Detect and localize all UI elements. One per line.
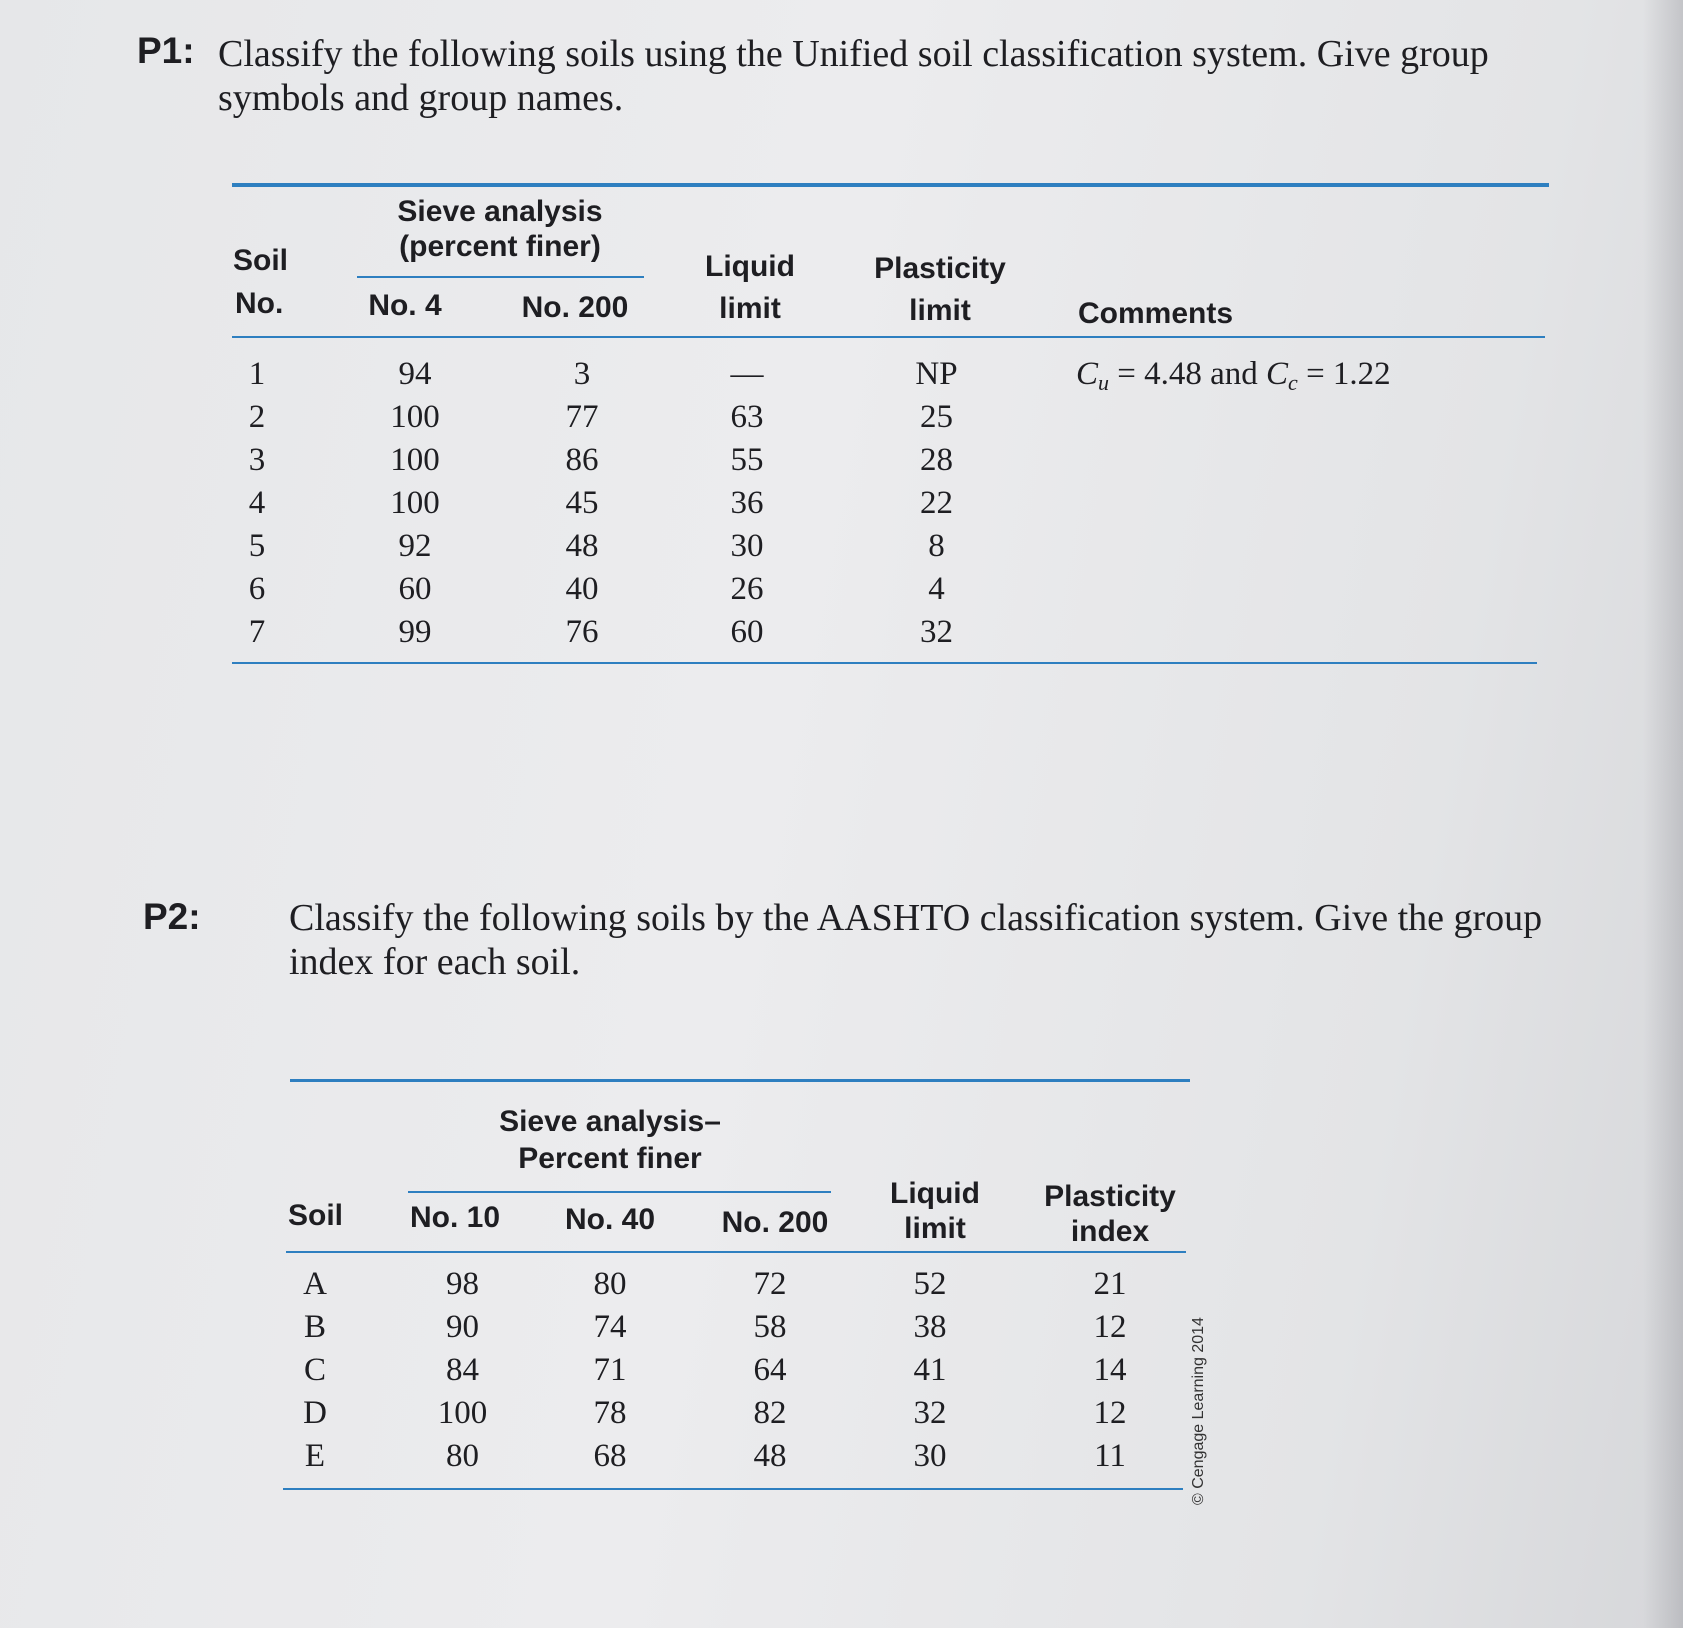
p1-header-comments: Comments [1078, 297, 1234, 330]
table-row [0, 569, 1683, 612]
p2-label: P2: [143, 896, 201, 937]
cell-no200: 48 [565, 528, 599, 564]
cell-liquid-limit: 38 [913, 1309, 947, 1345]
p2-header-liquid-limit: limit [904, 1212, 966, 1245]
cell-no200: 72 [753, 1266, 787, 1302]
cu-symbol: C [1076, 356, 1099, 392]
p1-header-rule [232, 336, 1545, 338]
cell-no40: 78 [593, 1395, 627, 1431]
cell-plasticity-index: 12 [1093, 1309, 1127, 1345]
cu-subscript: u [1098, 370, 1110, 395]
cell-no4: 100 [390, 442, 440, 478]
cell-no4: 100 [390, 399, 440, 435]
p2-header-liquid: Liquid [890, 1177, 980, 1210]
cell-no200: 3 [573, 356, 591, 392]
p1-sieve-subrule [357, 276, 644, 278]
cell-soil: D [303, 1395, 327, 1431]
p1-header-plasticity-limit: limit [909, 294, 971, 327]
cell-no10: 84 [446, 1352, 479, 1388]
cell-no10: 100 [437, 1395, 488, 1431]
cell-plasticity-index: 11 [1094, 1438, 1126, 1474]
p2-prompt: Classify the following soils by the AASHTO classification system. Give the group index for each soil. [289, 897, 1543, 983]
table-row [0, 354, 1683, 397]
p1-header-no200: No. 200 [521, 291, 629, 324]
cell-soil: 7 [248, 614, 266, 650]
cell-liquid-limit: 30 [913, 1438, 947, 1474]
table-row [0, 1436, 1683, 1479]
cell-plasticity-index: 12 [1093, 1395, 1127, 1431]
cell-soil: A [303, 1266, 327, 1302]
cell-liquid-limit: 36 [730, 485, 764, 521]
cell-plasticity-index: 14 [1093, 1352, 1127, 1388]
p1-label: P1: [137, 30, 195, 71]
cell-soil: 2 [248, 399, 266, 435]
cell-comments [1076, 354, 1391, 403]
cell-plasticity-limit: 28 [920, 442, 953, 478]
cell-liquid-limit: — [730, 356, 764, 392]
cell-soil: E [304, 1438, 326, 1474]
p2-header-no10: No. 10 [409, 1201, 501, 1234]
cell-liquid-limit: 60 [730, 614, 764, 650]
cell-no200: 48 [753, 1438, 787, 1474]
cell-no4: 94 [398, 356, 432, 392]
cell-liquid-limit: 52 [913, 1266, 947, 1302]
p1-header-sieve-analysis: Sieve analysis [397, 195, 603, 228]
p1-header-liquid-limit: limit [719, 292, 781, 325]
p2-header-plasticity: Plasticity [1044, 1180, 1176, 1213]
table-row [0, 1264, 1683, 1307]
cell-soil: 4 [248, 485, 266, 521]
table-row [0, 397, 1683, 440]
p1-bottom-rule [232, 662, 1537, 664]
cell-plasticity-limit: 32 [920, 614, 953, 650]
cell-soil: 6 [248, 571, 266, 607]
copyright-credit: © Cengage Learning 2014 [1190, 1317, 1207, 1505]
p2-header-no40: No. 40 [564, 1203, 656, 1236]
cell-plasticity-limit: 8 [928, 528, 945, 564]
cell-liquid-limit: 41 [913, 1352, 947, 1388]
cell-liquid-limit: 63 [730, 399, 764, 435]
p2-header-percent-finer: Percent finer [518, 1142, 702, 1175]
cell-no200: 45 [565, 485, 599, 521]
cell-plasticity-limit: 4 [928, 571, 945, 607]
table-row [0, 1307, 1683, 1350]
cell-soil: 3 [248, 442, 266, 478]
p1-header-liquid: Liquid [705, 250, 795, 283]
p2-header-plasticity-index: index [1070, 1215, 1150, 1248]
p2-header-no200: No. 200 [721, 1206, 829, 1239]
p1-header-no4: No. 4 [368, 289, 442, 322]
p2-top-rule [290, 1079, 1190, 1082]
cell-no200: 77 [565, 399, 599, 435]
cu-value: = 4.48 and [1109, 356, 1267, 392]
cell-no40: 80 [593, 1266, 627, 1302]
table-row [0, 1393, 1683, 1436]
cell-no200: 64 [753, 1352, 787, 1388]
cell-soil: B [303, 1309, 326, 1345]
cell-plasticity-limit: NP [915, 356, 958, 392]
cell-liquid-limit: 55 [730, 442, 764, 478]
cell-no40: 71 [593, 1352, 627, 1388]
p1-header-soil: Soil [233, 244, 289, 277]
table-row [0, 1350, 1683, 1393]
p1-header-soil-no: No. [235, 287, 284, 320]
cell-plasticity-limit: 25 [920, 399, 953, 435]
cell-soil: 1 [248, 356, 266, 392]
cc-symbol: C [1266, 356, 1289, 392]
cell-no4: 100 [390, 485, 440, 521]
p1-top-rule [232, 183, 1549, 187]
cell-no200: 86 [565, 442, 599, 478]
cell-no200: 58 [753, 1309, 787, 1345]
p2-header-sieve-analysis: Sieve analysis– [499, 1105, 721, 1138]
table-row [0, 440, 1683, 483]
cell-no200: 76 [565, 614, 599, 650]
cell-plasticity-limit: 22 [920, 485, 953, 521]
cell-no200: 40 [565, 571, 599, 607]
cell-no10: 80 [446, 1438, 479, 1474]
cell-liquid-limit: 32 [913, 1395, 947, 1431]
p2-header-soil: Soil [288, 1199, 344, 1232]
p1-header-percent-finer: (percent finer) [399, 230, 601, 263]
cell-no200: 82 [753, 1395, 787, 1431]
cell-no4: 60 [398, 571, 432, 607]
cell-no40: 74 [593, 1309, 627, 1345]
cell-no4: 92 [398, 528, 432, 564]
cell-no4: 99 [398, 614, 432, 650]
table-row [0, 612, 1683, 655]
cell-liquid-limit: 30 [730, 528, 764, 564]
p1-header-plasticity: Plasticity [874, 252, 1006, 285]
cell-no10: 98 [446, 1266, 479, 1302]
cell-plasticity-index: 21 [1093, 1266, 1127, 1302]
p1-prompt: Classify the following soils using the Unified soil classification system. Give group symbols and group names. [218, 33, 1489, 119]
table-row [0, 526, 1683, 569]
p2-header-rule [286, 1251, 1186, 1253]
cc-subscript: c [1288, 370, 1298, 395]
cell-soil: C [303, 1352, 326, 1388]
p2-sieve-subrule [408, 1191, 831, 1193]
cell-liquid-limit: 26 [730, 571, 764, 607]
cell-no10: 90 [446, 1309, 479, 1345]
p2-bottom-rule [283, 1488, 1183, 1490]
cell-soil: 5 [248, 528, 266, 564]
cc-value: = 1.22 [1297, 356, 1391, 392]
table-row [0, 483, 1683, 526]
cell-no40: 68 [593, 1438, 627, 1474]
